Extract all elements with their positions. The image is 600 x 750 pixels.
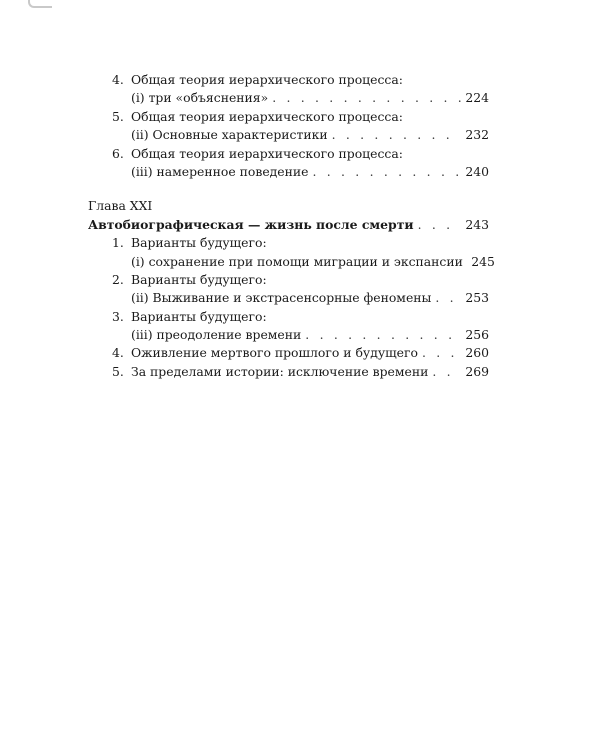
leader-dots <box>312 163 461 181</box>
entry-number: 1. <box>112 235 124 251</box>
toc-entry <box>88 108 489 145</box>
entry-number: 3. <box>112 308 124 324</box>
entry-heading: Оживление мертвого прошлого и будущего <box>131 345 418 361</box>
page-number: 256 <box>465 327 489 343</box>
entry-subtitle: (iii) преодоление времени <box>131 327 302 343</box>
chapter-title-line <box>88 216 489 234</box>
page-number: 224 <box>465 90 489 106</box>
toc-entry <box>88 271 489 308</box>
page-corner-mark <box>28 0 52 8</box>
leader-dots <box>435 289 461 307</box>
toc-entry <box>88 71 489 108</box>
entry-heading: Общая теория иерархического процесса: <box>131 108 403 124</box>
entry-number: 5. <box>112 363 124 379</box>
page-number: 232 <box>465 127 489 143</box>
page-number: 240 <box>465 163 489 179</box>
entry-subtitle: (iii) намеренное поведение <box>131 163 309 179</box>
chapter-label: Глава XXI <box>88 198 153 214</box>
entry-subtitle: (i) три «объяснения» <box>131 90 269 106</box>
page-number: 243 <box>465 216 489 232</box>
toc-entry <box>88 363 489 381</box>
leader-dots <box>272 89 461 107</box>
leader-dots <box>418 216 461 234</box>
entry-number: 4. <box>112 72 124 87</box>
leader-dots <box>332 126 461 144</box>
entry-subtitle: (ii) Выживание и экстрасенсорные феномены <box>131 290 432 306</box>
entry-subtitle: (i) сохранение при помощи миграции и экспансии <box>131 253 463 269</box>
toc-entry <box>88 234 495 271</box>
entry-number: 4. <box>112 345 124 361</box>
entry-number: 5. <box>112 108 124 124</box>
entry-heading: Общая теория иерархического процесса: <box>131 145 403 161</box>
entry-number: 2. <box>112 271 124 287</box>
entry-heading: Варианты будущего: <box>131 271 267 287</box>
page-number: 245 <box>471 253 495 269</box>
page-number: 269 <box>465 363 489 379</box>
leader-dots <box>422 344 461 362</box>
toc-entry <box>88 344 489 362</box>
entry-heading: За пределами истории: исключение времени <box>131 363 429 379</box>
leader-dots <box>305 326 461 344</box>
entry-heading: Варианты будущего: <box>131 235 267 251</box>
toc-entry <box>88 308 489 345</box>
chapter-title: Автобиографическая — жизнь после смерти <box>88 216 414 232</box>
entry-number: 6. <box>112 145 124 161</box>
page-number: 253 <box>465 290 489 306</box>
toc-entry <box>88 145 489 182</box>
entry-heading: Общая теория иерархического процесса: <box>131 72 403 87</box>
table-of-contents <box>88 71 495 381</box>
leader-dots <box>432 363 461 381</box>
entry-subtitle: (ii) Основные характеристики <box>131 127 328 143</box>
page-number: 260 <box>465 345 489 361</box>
entry-heading: Варианты будущего: <box>131 308 267 324</box>
